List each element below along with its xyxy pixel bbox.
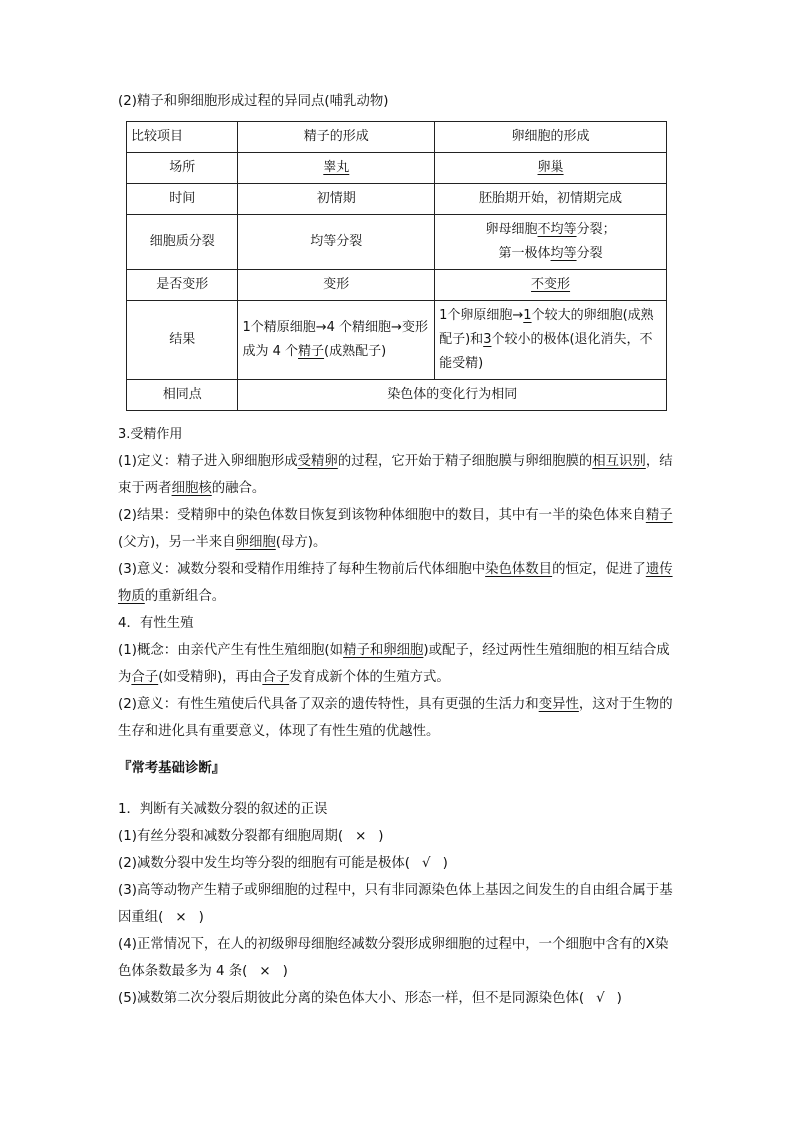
- table-row: [127, 215, 667, 270]
- header-sperm: 精子的形成: [238, 122, 435, 153]
- fertilization-definition: (1)定义：精子进入卵细胞形成受精卵的过程，它开始于精子细胞膜与卵细胞膜的相互识别，结束于两者细胞核的融合。: [118, 454, 673, 496]
- cell-egg: 1个卵原细胞→1个较大的卵细胞(成熟配子)和3个较小的极体(退化消失，不能受精): [435, 301, 667, 380]
- sexual-reproduction-significance: (2)意义：有性生殖使后代具备了双亲的遗传特性，具有更强的生活力和变异性，这对于生物的生存和进化具有重要意义，体现了有性生殖的优越性。: [118, 697, 673, 739]
- sexual-reproduction-title: 4．有性生殖: [118, 616, 194, 631]
- cell-merged: 染色体的变化行为相同: [238, 380, 667, 411]
- sexual-reproduction-concept: (1)概念：由亲代产生有性生殖细胞(如精子和卵细胞)或配子，经过两性生殖细胞的相互结合成为合子(如受精卵)，再由合子发育成新个体的生殖方式。: [118, 643, 670, 685]
- document-page: [118, 88, 680, 1012]
- header-egg: 卵细胞的形成: [435, 122, 667, 153]
- answer-mark: ×: [175, 910, 187, 926]
- row-label: 时间: [127, 184, 238, 215]
- fertilization-significance: (3)意义：减数分裂和受精作用维持了每种生物前后代体细胞中染色体数目的恒定，促进了遗传物质的重新组合。: [118, 562, 673, 604]
- row-label: 相同点: [127, 380, 238, 411]
- cell-sperm: 变形: [238, 270, 435, 301]
- row-label: 细胞质分裂: [127, 215, 238, 270]
- table-row: [127, 380, 667, 411]
- cell-sperm: 1个精原细胞→4 个精细胞→变形成为 4 个精子(成熟配子): [238, 301, 435, 380]
- table-row: [127, 270, 667, 301]
- diagnosis-item: (5)减数第二次分裂后期彼此分离的染色体大小、形态一样，但不是同源染色体( √ ): [118, 985, 680, 1012]
- answer-mark: √: [422, 856, 431, 872]
- cell-sperm: 初情期: [238, 184, 435, 215]
- cell-sperm: 均等分裂: [238, 215, 435, 270]
- diagnosis-item: (4)正常情况下，在人的初级卵母细胞经减数分裂形成卵细胞的过程中，一个细胞中含有的X染色体条数最多为 4 条( × ): [118, 931, 680, 985]
- table-row: [127, 153, 667, 184]
- cell-sperm: 睾丸: [238, 153, 435, 184]
- diagnosis-question-title: 1．判断有关减数分裂的叙述的正误: [118, 802, 328, 818]
- fertilization-result: (2)结果：受精卵中的染色体数目恢复到该物种体细胞中的数目，其中有一半的染色体来自精子(父方)，另一半来自卵细胞(母方)。: [118, 508, 673, 550]
- cell-egg: 胚胎期开始，初情期完成: [435, 184, 667, 215]
- row-label: 场所: [127, 153, 238, 184]
- cell-egg: 卵母细胞不均等分裂； 第一极体均等分裂: [435, 215, 667, 270]
- answer-mark: ×: [259, 964, 271, 980]
- answer-mark: ×: [355, 829, 367, 845]
- row-label: 是否变形: [127, 270, 238, 301]
- table-row: [127, 184, 667, 215]
- fertilization-title: 3.受精作用: [118, 427, 183, 442]
- header-item: 比较项目: [127, 122, 238, 153]
- cell-egg: 不变形: [435, 270, 667, 301]
- row-label: 结果: [127, 301, 238, 380]
- table-intro-heading: (2)精子和卵细胞形成过程的异同点(哺乳动物): [118, 94, 389, 109]
- table-row: [127, 301, 667, 380]
- comparison-table: [126, 121, 667, 411]
- diagnosis-item: (1)有丝分裂和减数分裂都有细胞周期( × ): [118, 823, 680, 850]
- diagnosis-item: (3)高等动物产生精子或卵细胞的过程中，只有非同源染色体上基因之间发生的自由组合属于基因重组( × ): [118, 877, 680, 931]
- diagnosis-title: 『常考基础诊断』: [118, 761, 226, 776]
- diagnosis-item: (2)减数分裂中发生均等分裂的细胞有可能是极体( √ ): [118, 850, 680, 877]
- cell-egg: 卵巢: [435, 153, 667, 184]
- answer-mark: √: [596, 991, 605, 1007]
- table-header-row: [127, 122, 667, 153]
